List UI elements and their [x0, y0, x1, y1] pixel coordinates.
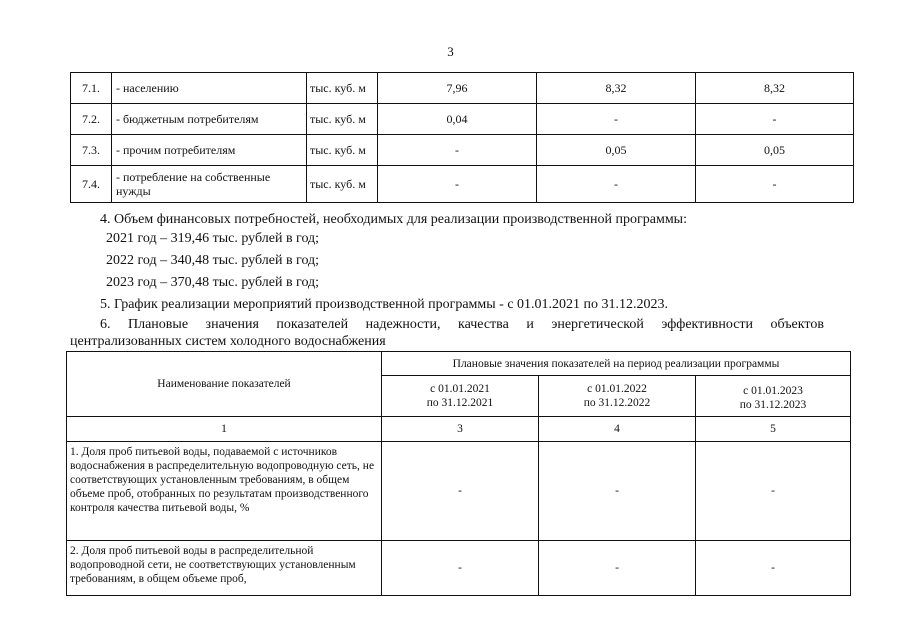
- word: объектов: [770, 317, 824, 332]
- row-unit: тыс. куб. м: [307, 104, 378, 135]
- row-unit: тыс. куб. м: [307, 135, 378, 166]
- value-cell: -: [382, 541, 539, 596]
- period-from: с 01.01.2023: [743, 384, 803, 397]
- period-cell: [696, 376, 851, 417]
- row-number: 7.4.: [71, 166, 112, 203]
- table-row: [67, 541, 851, 596]
- word: энергетической: [551, 317, 644, 332]
- period-from: с 01.01.2021: [430, 383, 490, 395]
- value-cell: 8,32: [537, 73, 696, 104]
- table-row: [71, 135, 854, 166]
- value-cell: -: [537, 166, 696, 203]
- value-cell: 8,32: [696, 73, 854, 104]
- period-from: с 01.01.2022: [587, 383, 647, 395]
- column-number: 1: [67, 417, 382, 442]
- value-cell: 0,04: [378, 104, 537, 135]
- value-cell: -: [696, 541, 851, 596]
- paragraph-indicators-line2: централизованных систем холодного водоснабжения: [70, 334, 386, 349]
- period-to: по 31.12.2021: [426, 397, 494, 409]
- row-number: 7.3.: [71, 135, 112, 166]
- table-row: [71, 73, 854, 104]
- body-text: [70, 210, 854, 352]
- period-cell: [539, 376, 696, 417]
- word: и: [526, 317, 534, 332]
- column-number: 4: [539, 417, 696, 442]
- year-2021-line: 2021 год – 319,46 тыс. рублей в год;: [106, 231, 320, 246]
- indicators-table: [66, 351, 851, 596]
- value-cell: -: [696, 442, 851, 541]
- header-group: Плановые значения показателей на период реализации программы: [382, 352, 851, 376]
- word: надежности,: [365, 317, 441, 332]
- water-supply-table: [70, 72, 854, 203]
- value-cell: -: [382, 442, 539, 541]
- indicator-name: 1. Доля проб питьевой воды, подаваемой с источников водоснабжения в распределительную водопроводную сеть, не соответствующих установленным требованиям, в общем объеме проб, отобранных по результатам производственного контроля качества питьевой воды, %: [67, 442, 382, 541]
- header-name: Наименование показателей: [67, 352, 382, 417]
- row-name: - бюджетным потребителям: [112, 104, 307, 135]
- value-cell: -: [539, 442, 696, 541]
- page-number: 3: [447, 44, 454, 59]
- indicator-name: 2. Доля проб питьевой воды в распределительной водопроводной сети, не соответствующих установленным требованиям, в общем объеме проб,: [67, 541, 382, 596]
- word: эффективности: [661, 317, 754, 332]
- period-to: по 31.12.2023: [739, 398, 807, 411]
- paragraph-financial-needs: 4. Объем финансовых потребностей, необходимых для реализации производственной программы:: [100, 212, 687, 227]
- row-name: - потребление на собственные нужды: [112, 166, 307, 203]
- row-unit: тыс. куб. м: [307, 166, 378, 203]
- word: качества: [458, 317, 509, 332]
- word: Плановые: [128, 317, 189, 332]
- column-number: 5: [696, 417, 851, 442]
- period-cell: [382, 376, 539, 417]
- column-number: 3: [382, 417, 539, 442]
- value-cell: -: [696, 104, 854, 135]
- value-cell: 0,05: [537, 135, 696, 166]
- row-name: - населению: [112, 73, 307, 104]
- value-cell: -: [378, 135, 537, 166]
- header-row: [67, 352, 851, 376]
- year-2023-line: 2023 год – 370,48 тыс. рублей в год;: [106, 275, 320, 290]
- column-numbers-row: [67, 417, 851, 442]
- word: 6.: [100, 317, 111, 332]
- value-cell: 0,05: [696, 135, 854, 166]
- period-to: по 31.12.2022: [583, 397, 651, 409]
- word: показателей: [276, 317, 349, 332]
- table-row: [71, 104, 854, 135]
- row-unit: тыс. куб. м: [307, 73, 378, 104]
- value-cell: -: [539, 541, 696, 596]
- paragraph-schedule: 5. График реализации мероприятий производственной программы - с 01.01.2021 по 31.12.2023.: [100, 297, 669, 312]
- year-2022-line: 2022 год – 340,48 тыс. рублей в год;: [106, 253, 320, 268]
- table-row: [71, 166, 854, 203]
- row-number: 7.1.: [71, 73, 112, 104]
- value-cell: 7,96: [378, 73, 537, 104]
- value-cell: -: [537, 104, 696, 135]
- value-cell: -: [696, 166, 854, 203]
- table-row: [67, 442, 851, 541]
- word: значения: [205, 317, 259, 332]
- row-name: - прочим потребителям: [112, 135, 307, 166]
- row-number: 7.2.: [71, 104, 112, 135]
- value-cell: -: [378, 166, 537, 203]
